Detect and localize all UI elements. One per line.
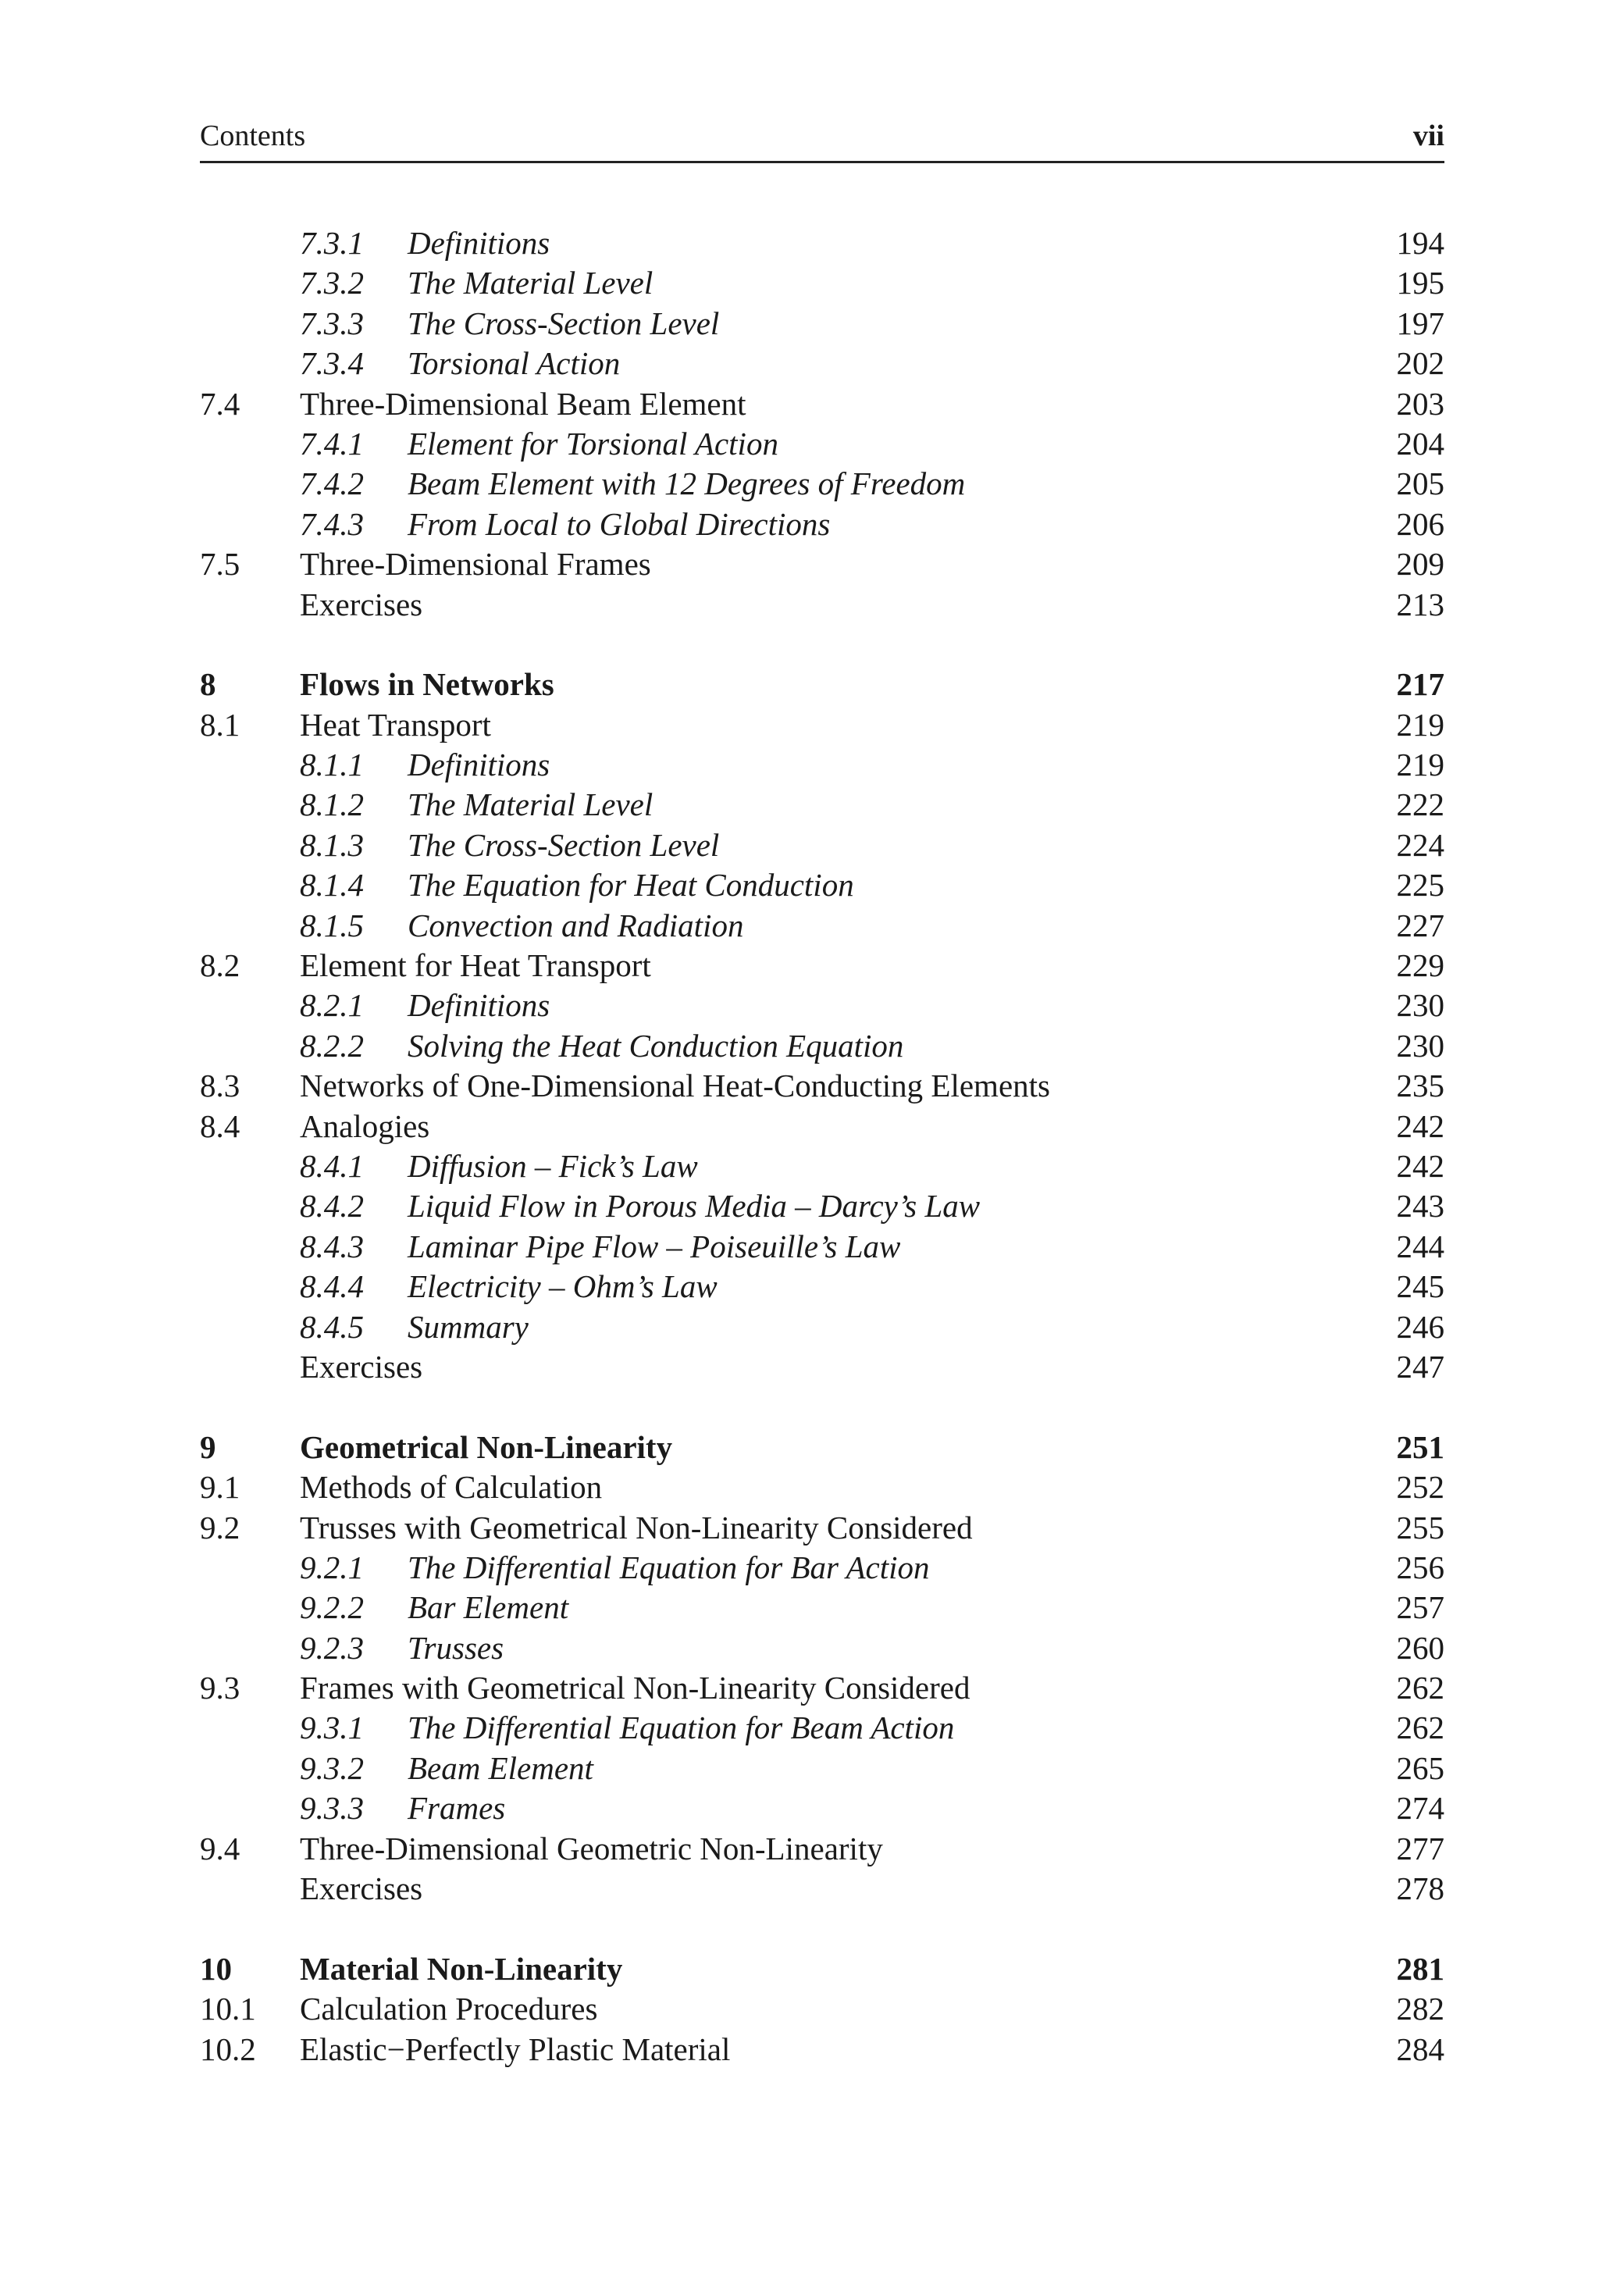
toc-entry-number: 8.4 bbox=[200, 1107, 240, 1144]
toc-entry-number: 8.4.4 bbox=[300, 1268, 364, 1305]
toc-section-entry[interactable] bbox=[200, 2030, 1444, 2070]
toc-entry-title: Networks of One-Dimensional Heat-Conducting Elements bbox=[300, 1068, 1050, 1104]
toc-entry-number: 8.2.2 bbox=[300, 1027, 364, 1064]
toc-sub-entry[interactable] bbox=[200, 1628, 1444, 1668]
toc-entry-page: 245 bbox=[1396, 1268, 1444, 1305]
toc-entry-title: From Local to Global Directions bbox=[408, 505, 831, 542]
toc-entry-title: Exercises bbox=[300, 1870, 423, 1907]
table-of-contents bbox=[200, 223, 1444, 2070]
toc-entry-page: 274 bbox=[1396, 1790, 1444, 1827]
toc-chapter-entry[interactable] bbox=[200, 1949, 1444, 1989]
toc-section-entry[interactable] bbox=[200, 705, 1444, 745]
toc-entry-title: Flows in Networks bbox=[300, 666, 554, 703]
header-title: Contents bbox=[200, 119, 306, 152]
toc-section-entry[interactable] bbox=[200, 1107, 1444, 1146]
toc-entry-title: Solving the Heat Conduction Equation bbox=[408, 1027, 904, 1064]
toc-entry-number: 7.4.3 bbox=[300, 505, 364, 542]
toc-entry-page: 278 bbox=[1396, 1870, 1444, 1907]
toc-section-entry[interactable] bbox=[200, 1347, 1444, 1387]
toc-entry-page: 230 bbox=[1396, 1027, 1444, 1064]
toc-entry-page: 205 bbox=[1396, 465, 1444, 502]
toc-entry-number: 9.3.2 bbox=[300, 1749, 364, 1786]
toc-entry-title: Laminar Pipe Flow – Poiseuille’s Law bbox=[408, 1228, 901, 1264]
toc-entry-title: The Differential Equation for Beam Action bbox=[408, 1710, 955, 1746]
toc-entry-title: Exercises bbox=[300, 1348, 423, 1385]
toc-entry-page: 262 bbox=[1396, 1710, 1444, 1746]
toc-entry-title: Frames with Geometrical Non-Linearity Considered bbox=[300, 1670, 970, 1706]
toc-entry-title: Geometrical Non-Linearity bbox=[300, 1428, 673, 1465]
toc-entry-page: 195 bbox=[1396, 265, 1444, 301]
toc-entry-title: Definitions bbox=[408, 987, 550, 1024]
toc-entry-page: 194 bbox=[1396, 225, 1444, 261]
toc-entry-title: Beam Element bbox=[408, 1749, 593, 1786]
toc-entry-page: 225 bbox=[1396, 867, 1444, 904]
toc-entry-number: 9.3.3 bbox=[300, 1790, 364, 1827]
toc-entry-page: 202 bbox=[1396, 345, 1444, 382]
toc-entry-page: 265 bbox=[1396, 1749, 1444, 1786]
toc-sub-entry[interactable] bbox=[200, 1749, 1444, 1788]
toc-entry-number: 8.1.3 bbox=[300, 826, 364, 863]
toc-entry-title: Summary bbox=[408, 1308, 529, 1345]
toc-sub-entry[interactable] bbox=[200, 1227, 1444, 1267]
toc-entry-page: 277 bbox=[1396, 1830, 1444, 1866]
toc-entry-title: Trusses bbox=[408, 1629, 504, 1666]
toc-entry-page: 217 bbox=[1396, 666, 1444, 703]
toc-entry-page: 257 bbox=[1396, 1589, 1444, 1626]
toc-entry-page: 255 bbox=[1396, 1509, 1444, 1546]
toc-entry-page: 213 bbox=[1396, 586, 1444, 622]
toc-sub-entry[interactable] bbox=[200, 1307, 1444, 1347]
toc-entry-title: Analogies bbox=[300, 1107, 430, 1144]
toc-sub-entry[interactable] bbox=[200, 304, 1444, 344]
toc-entry-page: 260 bbox=[1396, 1629, 1444, 1666]
toc-sub-entry[interactable] bbox=[200, 1186, 1444, 1226]
toc-entry-title: Convection and Radiation bbox=[408, 907, 744, 943]
toc-entry-page: 244 bbox=[1396, 1228, 1444, 1264]
toc-entry-number: 9.2.2 bbox=[300, 1589, 364, 1626]
toc-entry-number: 7.3.1 bbox=[300, 225, 364, 261]
toc-entry-page: 252 bbox=[1396, 1469, 1444, 1506]
toc-entry-title: Three-Dimensional Beam Element bbox=[300, 385, 746, 422]
toc-entry-number: 8.4.1 bbox=[300, 1147, 364, 1184]
toc-sub-entry[interactable] bbox=[200, 1788, 1444, 1828]
toc-entry-page: 230 bbox=[1396, 987, 1444, 1024]
toc-section-entry[interactable] bbox=[200, 1989, 1444, 2029]
toc-entry-page: 243 bbox=[1396, 1188, 1444, 1225]
header-page-number: vii bbox=[1412, 119, 1444, 152]
toc-section-entry[interactable] bbox=[200, 1869, 1444, 1909]
toc-entry-title: Three-Dimensional Frames bbox=[300, 546, 651, 583]
toc-section-entry[interactable] bbox=[200, 1467, 1444, 1507]
toc-section-entry[interactable] bbox=[200, 544, 1444, 584]
toc-entry-number: 8.2 bbox=[200, 947, 240, 984]
toc-sub-entry[interactable] bbox=[200, 1267, 1444, 1307]
toc-entry-page: 219 bbox=[1396, 706, 1444, 743]
toc-sub-entry[interactable] bbox=[200, 1708, 1444, 1748]
toc-sub-entry[interactable] bbox=[200, 1146, 1444, 1186]
section-spacer bbox=[200, 1909, 1444, 1948]
toc-sub-entry[interactable] bbox=[200, 825, 1444, 865]
toc-entry-page: 235 bbox=[1396, 1068, 1444, 1104]
toc-entry-number: 8.2.1 bbox=[300, 987, 364, 1024]
toc-sub-entry[interactable] bbox=[200, 504, 1444, 544]
toc-entry-number: 9.2.3 bbox=[300, 1629, 364, 1666]
toc-entry-number: 8.1 bbox=[200, 706, 240, 743]
toc-entry-page: 256 bbox=[1396, 1549, 1444, 1585]
toc-entry-page: 224 bbox=[1396, 826, 1444, 863]
toc-entry-title: Three-Dimensional Geometric Non-Linearity bbox=[300, 1830, 883, 1866]
toc-entry-number: 7.4.1 bbox=[300, 425, 364, 462]
toc-sub-entry[interactable] bbox=[200, 344, 1444, 383]
toc-entry-number: 10.1 bbox=[200, 1991, 256, 2027]
toc-entry-number: 9.3.1 bbox=[300, 1710, 364, 1746]
toc-entry-number: 7.3.3 bbox=[300, 305, 364, 341]
toc-entry-number: 8.4.3 bbox=[300, 1228, 364, 1264]
toc-entry-title: Definitions bbox=[408, 747, 550, 783]
toc-entry-page: 284 bbox=[1396, 2030, 1444, 2067]
toc-entry-page: 242 bbox=[1396, 1107, 1444, 1144]
toc-entry-number: 7.3.2 bbox=[300, 265, 364, 301]
toc-chapter-entry[interactable] bbox=[200, 665, 1444, 704]
toc-section-entry[interactable] bbox=[200, 1066, 1444, 1106]
toc-entry-number: 8.1.4 bbox=[300, 867, 364, 904]
toc-entry-title: Calculation Procedures bbox=[300, 1991, 598, 2027]
toc-entry-page: 206 bbox=[1396, 505, 1444, 542]
toc-entry-page: 282 bbox=[1396, 1991, 1444, 2027]
toc-entry-title: Material Non-Linearity bbox=[300, 1950, 623, 1987]
toc-entry-number: 9.1 bbox=[200, 1469, 240, 1506]
toc-entry-title: The Differential Equation for Bar Action bbox=[408, 1549, 930, 1585]
toc-entry-title: The Material Level bbox=[408, 265, 653, 301]
toc-sub-entry[interactable] bbox=[200, 464, 1444, 504]
toc-sub-entry[interactable] bbox=[200, 223, 1444, 263]
toc-entry-title: Liquid Flow in Porous Media – Darcy’s Law bbox=[408, 1188, 981, 1225]
toc-section-entry[interactable] bbox=[200, 946, 1444, 986]
toc-sub-entry[interactable] bbox=[200, 1548, 1444, 1588]
toc-entry-title: Heat Transport bbox=[300, 706, 491, 743]
toc-entry-title: Diffusion – Fick’s Law bbox=[408, 1147, 698, 1184]
toc-entry-page: 197 bbox=[1396, 305, 1444, 341]
toc-entry-title: Element for Heat Transport bbox=[300, 947, 651, 984]
toc-entry-page: 204 bbox=[1396, 425, 1444, 462]
toc-entry-title: Element for Torsional Action bbox=[408, 425, 778, 462]
toc-entry-number: 8.1.2 bbox=[300, 786, 364, 823]
toc-entry-page: 222 bbox=[1396, 786, 1444, 823]
toc-entry-number: 9.4 bbox=[200, 1830, 240, 1866]
toc-entry-title: Frames bbox=[408, 1790, 506, 1827]
toc-section-entry[interactable] bbox=[200, 585, 1444, 625]
toc-section-entry[interactable] bbox=[200, 1508, 1444, 1548]
toc-entry-title: Trusses with Geometrical Non-Linearity Considered bbox=[300, 1509, 973, 1546]
toc-entry-title: Elastic−Perfectly Plastic Material bbox=[300, 2030, 731, 2067]
toc-sub-entry[interactable] bbox=[200, 986, 1444, 1025]
toc-entry-number: 9.2.1 bbox=[300, 1549, 364, 1585]
toc-sub-entry[interactable] bbox=[200, 785, 1444, 825]
toc-entry-page: 281 bbox=[1396, 1950, 1444, 1987]
toc-entry-number: 7.4 bbox=[200, 385, 240, 422]
running-header bbox=[200, 114, 1444, 163]
toc-section-entry[interactable] bbox=[200, 384, 1444, 424]
toc-entry-page: 242 bbox=[1396, 1147, 1444, 1184]
toc-entry-number: 10 bbox=[200, 1950, 232, 1987]
toc-entry-title: The Material Level bbox=[408, 786, 653, 823]
toc-entry-title: Definitions bbox=[408, 225, 550, 261]
toc-entry-page: 209 bbox=[1396, 546, 1444, 583]
toc-entry-number: 7.4.2 bbox=[300, 465, 364, 502]
toc-entry-title: The Equation for Heat Conduction bbox=[408, 867, 854, 904]
toc-entry-number: 8.3 bbox=[200, 1068, 240, 1104]
toc-entry-title: Exercises bbox=[300, 586, 423, 622]
toc-entry-page: 219 bbox=[1396, 747, 1444, 783]
toc-entry-title: The Cross-Section Level bbox=[408, 826, 720, 863]
toc-entry-page: 227 bbox=[1396, 907, 1444, 943]
toc-entry-title: Electricity – Ohm’s Law bbox=[408, 1268, 718, 1305]
toc-entry-number: 8.4.2 bbox=[300, 1188, 364, 1225]
toc-entry-page: 229 bbox=[1396, 947, 1444, 984]
toc-entry-title: Methods of Calculation bbox=[300, 1469, 603, 1506]
toc-entry-number: 8.1.5 bbox=[300, 907, 364, 943]
toc-sub-entry[interactable] bbox=[200, 906, 1444, 946]
toc-entry-page: 246 bbox=[1396, 1308, 1444, 1345]
toc-sub-entry[interactable] bbox=[200, 263, 1444, 303]
toc-sub-entry[interactable] bbox=[200, 1026, 1444, 1066]
toc-entry-title: Torsional Action bbox=[408, 345, 621, 382]
toc-entry-page: 203 bbox=[1396, 385, 1444, 422]
toc-entry-page: 251 bbox=[1396, 1428, 1444, 1465]
toc-entry-title: Beam Element with 12 Degrees of Freedom bbox=[408, 465, 966, 502]
toc-entry-number: 8.4.5 bbox=[300, 1308, 364, 1345]
toc-entry-page: 247 bbox=[1396, 1348, 1444, 1385]
toc-sub-entry[interactable] bbox=[200, 1588, 1444, 1628]
toc-sub-entry[interactable] bbox=[200, 865, 1444, 905]
toc-entry-number: 8.1.1 bbox=[300, 747, 364, 783]
toc-entry-number: 9.3 bbox=[200, 1670, 240, 1706]
section-spacer bbox=[200, 625, 1444, 665]
toc-entry-number: 9.2 bbox=[200, 1509, 240, 1546]
toc-section-entry[interactable] bbox=[200, 1668, 1444, 1708]
toc-entry-number: 7.5 bbox=[200, 546, 240, 583]
toc-entry-number: 10.2 bbox=[200, 2030, 256, 2067]
toc-entry-number: 7.3.4 bbox=[300, 345, 364, 382]
section-spacer bbox=[200, 1387, 1444, 1427]
toc-entry-number: 8 bbox=[200, 666, 216, 703]
toc-chapter-entry[interactable] bbox=[200, 1428, 1444, 1467]
toc-entry-number: 9 bbox=[200, 1428, 216, 1465]
toc-entry-title: Bar Element bbox=[408, 1589, 569, 1626]
toc-sub-entry[interactable] bbox=[200, 424, 1444, 464]
toc-section-entry[interactable] bbox=[200, 1829, 1444, 1869]
toc-entry-page: 262 bbox=[1396, 1670, 1444, 1706]
toc-sub-entry[interactable] bbox=[200, 745, 1444, 785]
toc-entry-title: The Cross-Section Level bbox=[408, 305, 720, 341]
